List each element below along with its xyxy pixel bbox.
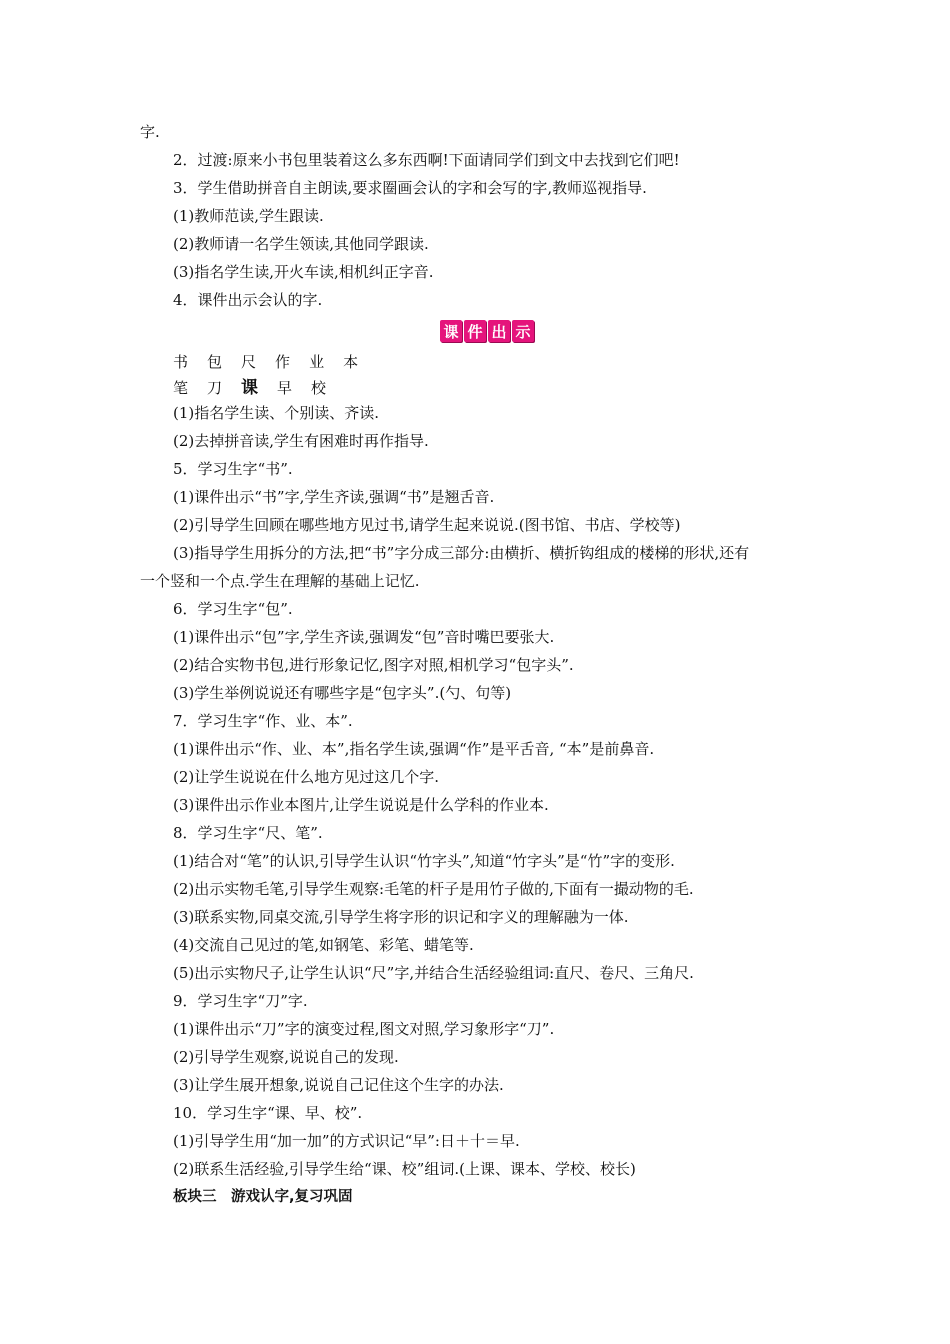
text-line: (2)引导学生回顾在哪些地方见过书,请学生起来说说.(图书馆、书店、学校等) <box>173 516 681 534</box>
character: 校 <box>311 379 327 397</box>
text-line: 2．过渡:原来小书包里装着这么多东西啊!下面请同学们到文中去找到它们吧! <box>173 151 680 169</box>
text-line: (1)引导学生用“加一加”的方式识记“早”:日＋十＝早. <box>173 1132 520 1150</box>
text-line: (3)学生举例说说还有哪些字是“包字头”.(勺、句等) <box>173 684 512 702</box>
text-line: (2)去掉拼音读,学生有困难时再作指导. <box>173 432 429 450</box>
text-line: (3)联系实物,同桌交流,引导学生将字形的识记和字义的理解融为一体. <box>173 908 629 926</box>
text-line: (1)教师范读,学生跟读. <box>173 207 324 225</box>
section-heading: 板块三 游戏认字,复习巩固 <box>173 1189 353 1205</box>
text-line: 3．学生借助拼音自主朗读,要求圈画会认的字和会写的字,教师巡视指导. <box>173 179 647 197</box>
badge-char: 课 <box>440 320 462 342</box>
text-line: (1)指名学生读、个别读、齐读. <box>173 404 380 422</box>
text-line: 字. <box>140 123 160 141</box>
text-line: (1)课件出示“包”字,学生齐读,强调发“包”音时嘴巴要张大. <box>173 628 555 646</box>
character: 业 <box>309 353 325 371</box>
text-line: 8．学习生字“尺、笔”. <box>173 824 323 842</box>
character: 刀 <box>207 379 223 397</box>
text-line: 4．课件出示会认的字. <box>173 291 323 309</box>
text-line: (3)指导学生用拆分的方法,把“书”字分成三部分:由横折、横折钩组成的楼梯的形状,还有 <box>173 544 750 562</box>
text-line: 10．学习生字“课、早、校”. <box>173 1104 363 1122</box>
text-line: (2)联系生活经验,引导学生给“课、校”组词.(上课、课本、学校、校长) <box>173 1160 636 1178</box>
character: 书 <box>173 353 189 371</box>
text-line: (1)课件出示“作、业、本”,指名学生读,强调“作”是平舌音, “本”是前鼻音. <box>173 740 655 758</box>
courseware-badge <box>440 320 534 342</box>
badge-char: 示 <box>512 320 534 342</box>
text-line: (1)课件出示“刀”字的演变过程,图文对照,学习象形字“刀”. <box>173 1020 555 1038</box>
character: 包 <box>207 353 223 371</box>
text-line: (1)课件出示“书”字,学生齐读,强调“书”是翘舌音. <box>173 488 495 506</box>
text-line: (2)结合实物书包,进行形象记忆,图字对照,相机学习“包字头”. <box>173 656 574 674</box>
text-line: 7．学习生字“作、业、本”. <box>173 712 353 730</box>
text-line: (2)教师请一名学生领读,其他同学跟读. <box>173 235 429 253</box>
text-line: (3)指名学生读,开火车读,相机纠正字音. <box>173 263 434 281</box>
badge-char: 件 <box>464 320 486 342</box>
character: 早 <box>277 379 293 397</box>
text-line: 5．学习生字“书”. <box>173 460 293 478</box>
character: 课 <box>241 378 259 398</box>
character: 作 <box>275 353 291 371</box>
text-line: 6．学习生字“包”. <box>173 600 293 618</box>
character-row <box>173 378 345 398</box>
text-line: (4)交流自己见过的笔,如钢笔、彩笔、蜡笔等. <box>173 936 474 954</box>
text-line: (3)课件出示作业本图片,让学生说说是什么学科的作业本. <box>173 796 549 814</box>
character: 笔 <box>173 379 189 397</box>
text-line: (1)结合对“笔”的认识,引导学生认识“竹字头”,知道“竹字头”是“竹”字的变形. <box>173 852 675 870</box>
text-line: (5)出示实物尺子,让学生认识“尺”字,并结合生活经验组词:直尺、卷尺、三角尺. <box>173 964 694 982</box>
text-line: (2)让学生说说在什么地方见过这几个字. <box>173 768 440 786</box>
text-line: (2)出示实物毛笔,引导学生观察:毛笔的杆子是用竹子做的,下面有一撮动物的毛. <box>173 880 694 898</box>
character: 尺 <box>241 353 257 371</box>
text-line: (3)让学生展开想象,说说自己记住这个生字的办法. <box>173 1076 504 1094</box>
text-line: (2)引导学生观察,说说自己的发现. <box>173 1048 399 1066</box>
character-row <box>173 352 377 372</box>
character: 本 <box>343 353 359 371</box>
text-line: 9．学习生字“刀”字. <box>173 992 308 1010</box>
badge-char: 出 <box>488 320 510 342</box>
text-line: 一个竖和一个点.学生在理解的基础上记忆. <box>140 572 420 590</box>
